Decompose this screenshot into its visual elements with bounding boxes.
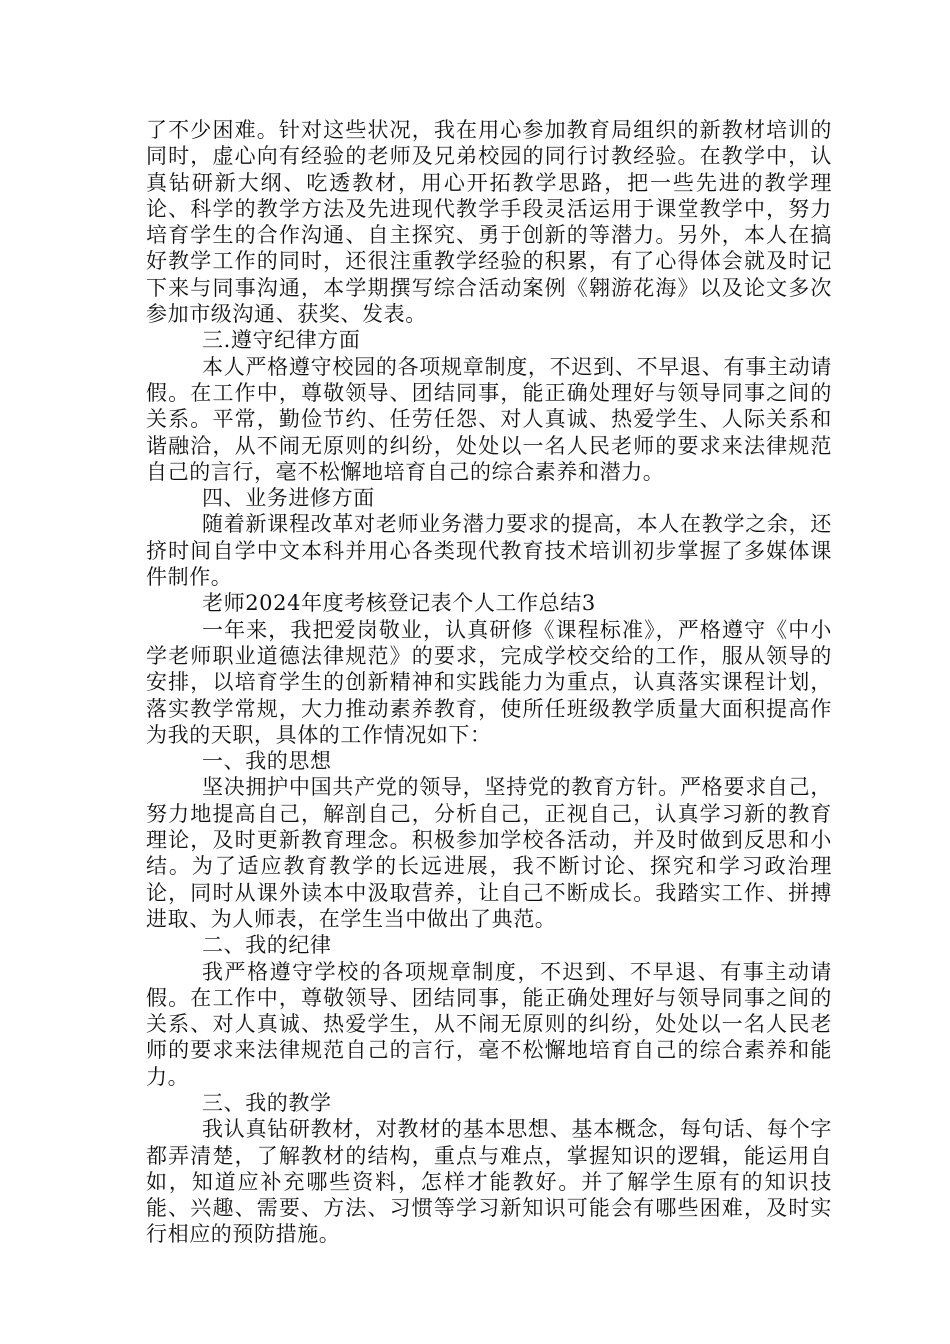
paragraph-professional-study: 随着新课程改革对老师业务潜力要求的提高，本人在教学之余，还挤时间自学中文本科并用心各类现代教育技术培训初步掌握了多媒体课件制作。	[146, 512, 832, 590]
section-heading-discipline-2: 二、我的纪律	[202, 933, 332, 958]
section-heading-professional-study: 四、业务进修方面	[202, 486, 375, 511]
paragraph-teaching: 我认真钻研教材，对教材的基本思想、基本概念，每句话、每个字都弄清楚，了解教材的结构，重点与难点，掌握知识的逻辑，能运用自如，知道应补充哪些资料，怎样才能教好。并了解学生原有的知识技能、兴趣、需要、方法、习惯等学习新知识可能会有哪些困难，及时实行相应的预防措施。	[146, 1117, 832, 1247]
document-section-title: 老师2024年度考核登记表个人工作总结3	[202, 591, 596, 616]
section-heading-thought: 一、我的思想	[202, 749, 332, 774]
paragraph-continuation: 了不少困难。针对这些状况，我在用心参加教育局组织的新教材培训的同时，虚心向有经验的老师及兄弟校园的同行讨教经验。在教学中，认真钻研新大纲、吃透教材，用心开拓教学思路，把一些先进的教学理论、科学的教学方法及先进现代教学手段灵活运用于课堂教学中，努力培育学生的合作沟通、自主探究、勇于创新的等潜力。另外，本人在搞好教学工作的同时，还很注重教学经验的积累，有了心得体会就及时记下来与同事沟通，本学期撰写综合活动案例《翱游花海》以及论文多次参加市级沟通、获奖、发表。	[146, 118, 832, 327]
paragraph-discipline-2: 我严格遵守学校的各项规章制度，不迟到、不早退、有事主动请假。在工作中，尊敬领导、团结同事，能正确处理好与领导同事之间的关系、对人真诚、热爱学生，从不闹无原则的纠纷，处处以一名人民老师的要求来法律规范自己的言行，毫不松懈地培育自己的综合素养和能力。	[146, 959, 832, 1089]
paragraph-discipline: 本人严格遵守校园的各项规章制度，不迟到、不早退、有事主动请假。在工作中，尊敬领导、团结同事，能正确处理好与领导同事之间的关系。平常，勤俭节约、任劳任怨、对人真诚、热爱学生、人际关系和谐融洽，从不闹无原则的纠纷，处处以一名人民老师的要求来法律规范自己的言行，毫不松懈地培育自己的综合素养和潜力。	[146, 354, 832, 484]
paragraph-thought: 坚决拥护中国共产党的领导，坚持党的教育方针。严格要求自己，努力地提高自己，解剖自己，分析自己，正视自己，认真学习新的教育理论，及时更新教育理念。积极参加学校各活动，并及时做到反思和小结。为了适应教育教学的长远进展，我不断讨论、探究和学习政治理论，同时从课外读本中汲取营养，让自己不断成长。我踏实工作、拼搏进取、为人师表，在学生当中做出了典范。	[146, 775, 832, 931]
paragraph-summary-intro: 一年来，我把爱岗敬业，认真研修《课程标准》，严格遵守《中小学老师职业道德法律规范》的要求，完成学校交给的工作，服从领导的安排，以培育学生的创新精神和实践能力为重点，认真落实课程计划，落实教学常规，大力推动素养教育，使所任班级教学质量大面积提高作为我的天职，具体的工作情况如下：	[146, 617, 832, 747]
section-heading-teaching: 三、我的教学	[202, 1090, 332, 1115]
section-heading-discipline: 三.遵守纪律方面	[202, 328, 361, 353]
document-body	[146, 117, 832, 1248]
